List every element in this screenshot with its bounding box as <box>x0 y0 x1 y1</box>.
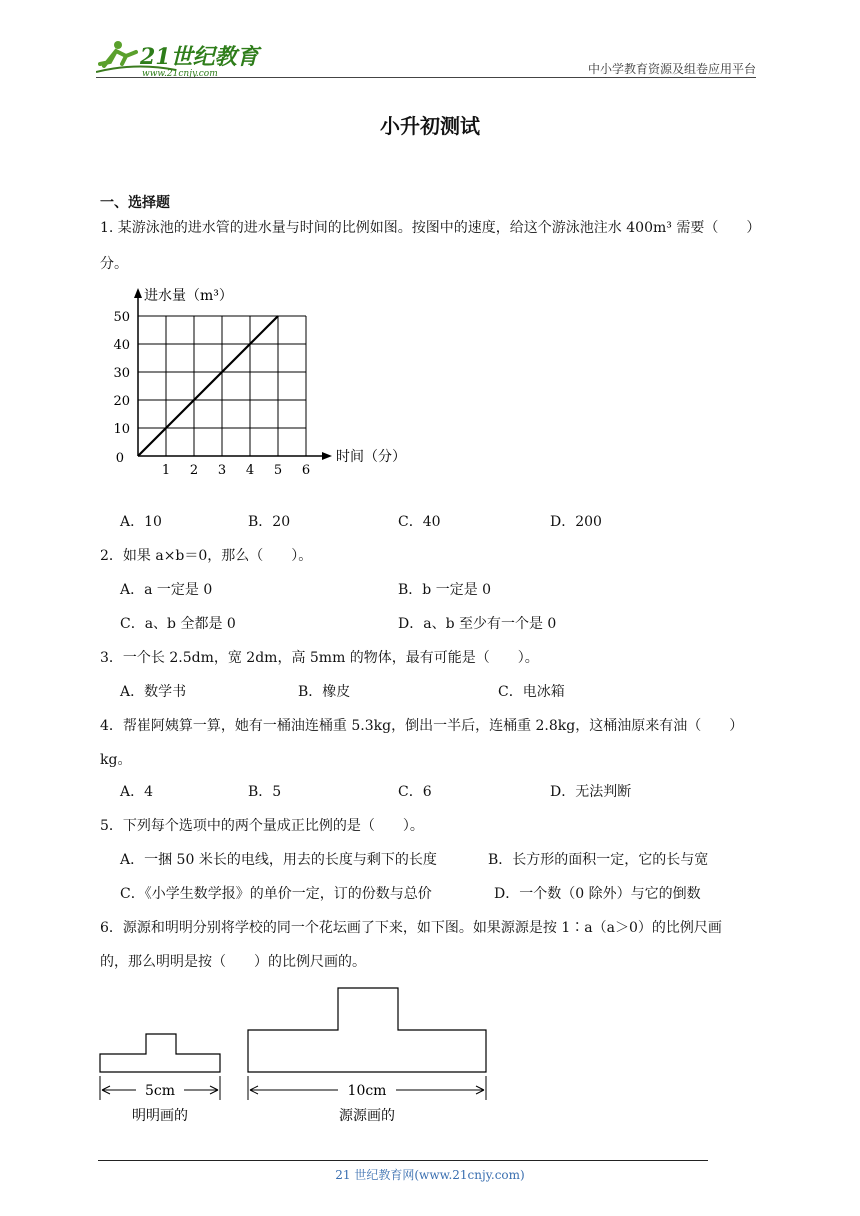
chart-series <box>138 316 278 456</box>
page-title: 小升初测试 <box>380 114 480 138</box>
q3-option-c[interactable]: C．电冰箱 <box>498 684 565 700</box>
question-5-stem: 5．下列每个选项中的两个量成正比例的是（ ）。 <box>100 818 424 834</box>
platform-name: 中小学教育资源及组卷应用平台 <box>587 62 756 76</box>
q5-option-c[interactable]: C．《小学生数学报》的单价一定，订的份数与总价 <box>120 886 432 902</box>
question-4-stem-cont: kg。 <box>100 752 132 768</box>
q2-option-a[interactable]: A．a 一定是 0 <box>120 582 213 598</box>
water-volume-chart <box>110 284 420 484</box>
q5-option-a[interactable]: A．一捆 50 米长的电线，用去的长度与剩下的长度 <box>120 852 437 868</box>
x-tick-label: 4 <box>245 463 255 478</box>
logo-url: www.21cnjy.com <box>142 69 218 79</box>
x-tick-label: 3 <box>217 463 227 478</box>
q4-option-c[interactable]: C．6 <box>398 784 432 800</box>
q2-option-d[interactable]: D．a、b 至少有一个是 0 <box>398 616 557 632</box>
question-6-stem: 6．源源和明明分别将学校的同一个花坛画了下来，如下图。如果源源是按 1∶a（a＞0）的比例尺画 <box>100 920 722 936</box>
q5-option-d[interactable]: D．一个数（0 除外）与它的倒数 <box>494 886 701 902</box>
section-heading: 一、选择题 <box>100 195 170 211</box>
chart-grid <box>138 316 306 456</box>
series-line <box>138 316 278 456</box>
mingming-dimension-label: 5cm <box>144 1083 176 1099</box>
q3-option-a[interactable]: A．数学书 <box>120 684 187 700</box>
q4-option-d[interactable]: D．无法判断 <box>550 784 632 800</box>
yuanyuan-drawing-shape <box>248 988 486 1072</box>
origin-label: 0 <box>115 451 124 466</box>
y-tick-label: 30 <box>113 366 130 381</box>
question-6-stem-cont: 的，那么明明是按（ ）的比例尺画的。 <box>100 954 366 970</box>
chart-axes <box>134 288 332 460</box>
q5-option-b[interactable]: B．长方形的面积一定，它的长与宽 <box>488 852 709 868</box>
x-tick-label: 2 <box>189 463 199 478</box>
q1-option-b[interactable]: B．20 <box>248 514 291 530</box>
x-tick-label: 1 <box>161 463 171 478</box>
q3-option-b[interactable]: B．橡皮 <box>298 684 351 700</box>
y-tick-label: 10 <box>113 422 130 437</box>
flowerbed-figure <box>90 982 510 1132</box>
y-tick-label: 20 <box>113 394 130 409</box>
yuanyuan-dimension-label: 10cm <box>347 1083 387 1099</box>
mingming-caption: 明明画的 <box>132 1108 188 1124</box>
question-2-stem: 2．如果 a×b＝0，那么（ ）。 <box>100 548 313 564</box>
x-axis-title: 时间（分） <box>336 449 406 465</box>
logo-text: 21世纪教育 <box>140 44 259 70</box>
question-1-stem: 1. 某游泳池的进水管的进水量与时间的比例如图。按图中的速度，给这个游泳池注水 400m³ 需要（ ） <box>100 220 761 236</box>
q4-option-b[interactable]: B．5 <box>248 784 282 800</box>
q1-option-d[interactable]: D．200 <box>550 514 602 530</box>
y-axis-title: 进水量（m³） <box>144 288 233 304</box>
x-axis-arrow <box>322 452 332 460</box>
q2-option-b[interactable]: B．b 一定是 0 <box>398 582 492 598</box>
footer-text: 21 世纪教育网(www.21cnjy.com) <box>335 1168 525 1182</box>
x-tick-label: 5 <box>273 463 283 478</box>
question-3-stem: 3．一个长 2.5dm，宽 2dm，高 5mm 的物体，最有可能是（ ）。 <box>100 650 539 666</box>
mingming-drawing-shape <box>100 1034 220 1072</box>
y-tick-label: 40 <box>113 338 130 353</box>
site-logo <box>96 36 266 80</box>
q2-option-c[interactable]: C．a、b 全都是 0 <box>120 616 236 632</box>
footer-divider <box>98 1160 708 1161</box>
y-axis-arrow <box>134 288 142 298</box>
y-tick-label: 50 <box>113 310 130 325</box>
header-divider <box>96 77 756 78</box>
question-1-stem-cont: 分。 <box>100 256 128 272</box>
q1-option-a[interactable]: A．10 <box>120 514 162 530</box>
x-tick-label: 6 <box>301 463 311 478</box>
q4-option-a[interactable]: A．4 <box>120 784 154 800</box>
question-4-stem: 4．帮崔阿姨算一算，她有一桶油连桶重 5.3kg，倒出一半后，连桶重 2.8kg，这桶油原来有油（ ） <box>100 718 744 734</box>
yuanyuan-caption: 源源画的 <box>339 1108 395 1124</box>
q1-option-c[interactable]: C．40 <box>398 514 441 530</box>
